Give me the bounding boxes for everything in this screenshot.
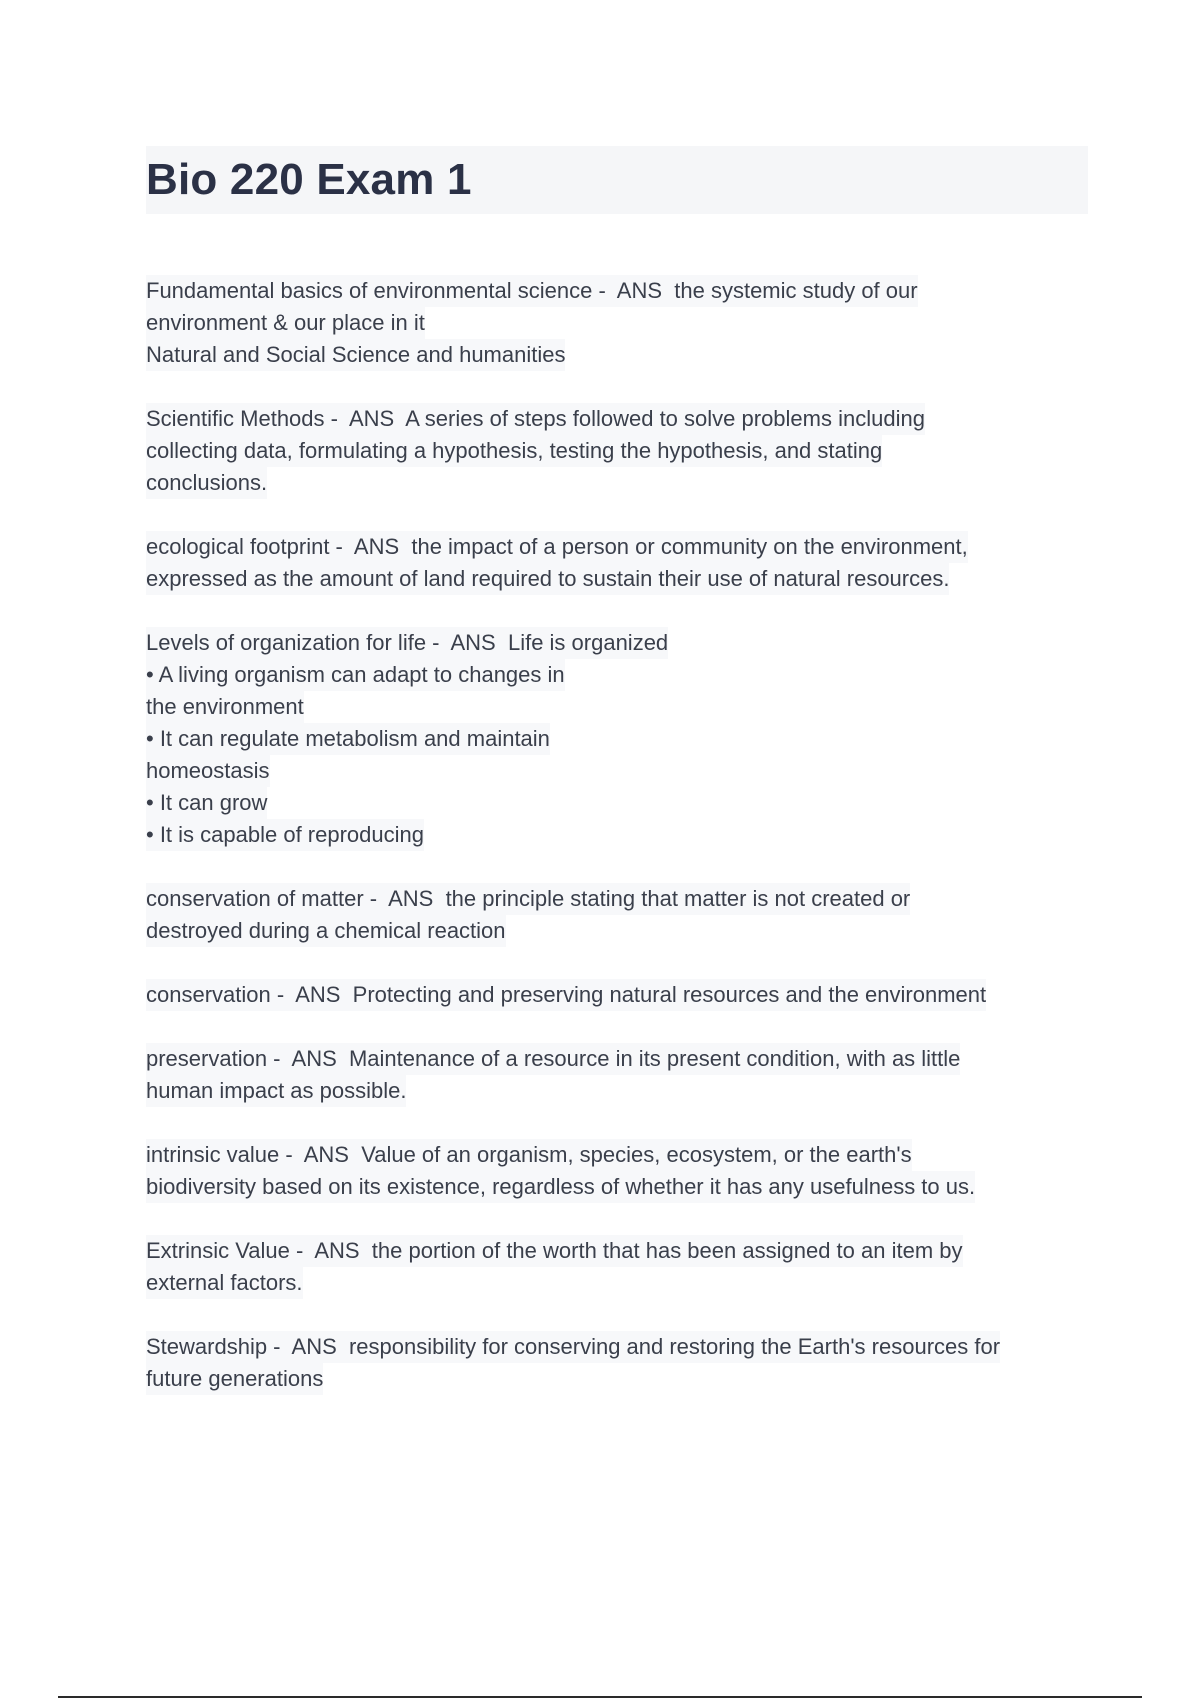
flashcard-list: [146, 275, 1096, 1427]
flashcard-entry: [146, 627, 1096, 851]
entry-line: intrinsic value - ANS Value of an organism, species, ecosystem, or the earth's: [146, 1139, 912, 1171]
flashcard-entry: [146, 275, 1096, 371]
entry-line: Levels of organization for life - ANS Life is organized: [146, 627, 668, 659]
entry-line: destroyed during a chemical reaction: [146, 915, 506, 947]
entry-line: conservation of matter - ANS the principle stating that matter is not created or: [146, 883, 910, 915]
entry-line: ecological footprint - ANS the impact of a person or community on the environment,: [146, 531, 968, 563]
entry-line: • It can regulate metabolism and maintain: [146, 723, 550, 755]
entry-line: Extrinsic Value - ANS the portion of the worth that has been assigned to an item by: [146, 1235, 963, 1267]
entry-line: external factors.: [146, 1267, 303, 1299]
entry-line: the environment: [146, 691, 304, 723]
document-title: Bio 220 Exam 1: [146, 155, 472, 204]
flashcard-entry: [146, 1043, 1096, 1107]
entry-line: preservation - ANS Maintenance of a resource in its present condition, with as little: [146, 1043, 960, 1075]
entry-line: Natural and Social Science and humanities: [146, 339, 565, 371]
bottom-divider: [58, 1696, 1142, 1698]
entry-line: Stewardship - ANS responsibility for conserving and restoring the Earth's resources for: [146, 1331, 1000, 1363]
entry-line: human impact as possible.: [146, 1075, 406, 1107]
flashcard-entry: [146, 979, 1096, 1011]
flashcard-entry: [146, 1235, 1096, 1299]
entry-line: future generations: [146, 1363, 323, 1395]
flashcard-entry: [146, 531, 1096, 595]
entry-line: expressed as the amount of land required to sustain their use of natural resources.: [146, 563, 949, 595]
entry-line: Fundamental basics of environmental science - ANS the systemic study of our: [146, 275, 918, 307]
entry-line: • It is capable of reproducing: [146, 819, 424, 851]
entry-line: conservation - ANS Protecting and preserving natural resources and the environment: [146, 979, 986, 1011]
entry-line: homeostasis: [146, 755, 270, 787]
flashcard-entry: [146, 403, 1096, 499]
entry-line: conclusions.: [146, 467, 267, 499]
flashcard-entry: [146, 1331, 1096, 1395]
entry-line: biodiversity based on its existence, regardless of whether it has any usefulness to us.: [146, 1171, 975, 1203]
flashcard-entry: [146, 1139, 1096, 1203]
entry-line: collecting data, formulating a hypothesis, testing the hypothesis, and stating: [146, 435, 882, 467]
flashcard-entry: [146, 883, 1096, 947]
entry-line: • It can grow: [146, 787, 267, 819]
entry-line: • A living organism can adapt to changes in: [146, 659, 565, 691]
entry-line: environment & our place in it: [146, 307, 425, 339]
entry-line: Scientific Methods - ANS A series of steps followed to solve problems including: [146, 403, 925, 435]
